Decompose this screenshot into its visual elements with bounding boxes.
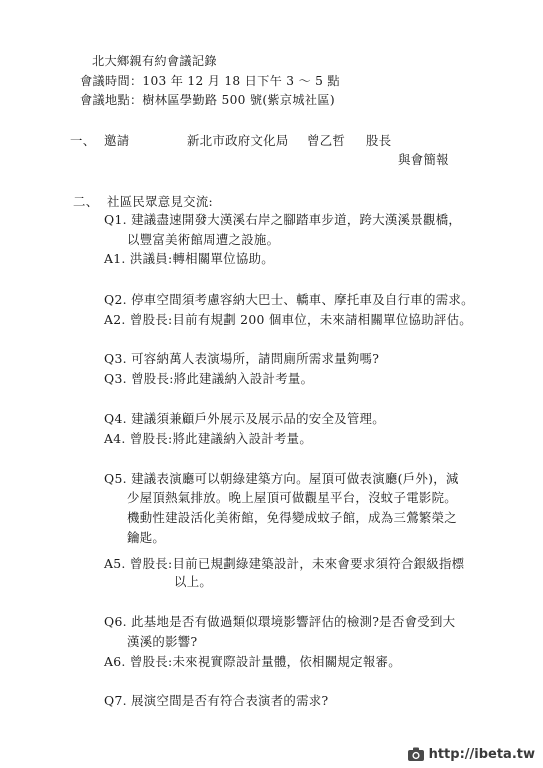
qa-line: Q3. 曾股長:將此建議納入設計考量。 bbox=[104, 371, 314, 386]
invited-org: 新北市政府文化局 bbox=[187, 133, 289, 148]
qa-line: A6. 曾股長:未來視實際設計量體，依相關規定報審。 bbox=[104, 654, 401, 669]
qa-line: 以上。 bbox=[174, 574, 213, 589]
qa-line: Q7. 展演空間是否有符合表演者的需求? bbox=[104, 693, 329, 708]
site-watermark bbox=[407, 746, 535, 762]
watermark-text: http://ibeta.tw bbox=[428, 746, 535, 762]
qa-line: A2. 曾股長:目前有規劃 200 個車位，未來請相關單位協助評估。 bbox=[104, 312, 472, 327]
meeting-time: 會議時間：103 年 12 月 18 日下午 3 ～ 5 點 bbox=[80, 74, 340, 88]
qa-line: A5. 曾股長:目前已規劃綠建築設計，未來會要求須符合銀級指標 bbox=[104, 556, 465, 571]
invited-person: 曾乙哲 bbox=[307, 133, 346, 148]
section2-title: 社區民眾意見交流: bbox=[107, 194, 213, 209]
section2-number: 二、 bbox=[73, 194, 99, 209]
invited-role: 股長 bbox=[366, 133, 392, 148]
qa-line: Q2. 停車空間須考慮容納大巴士、轎車、摩托車及自行車的需求。 bbox=[104, 292, 474, 307]
qa-line: Q1. 建議盡速開發大漢溪右岸之腳踏車步道，跨大漢溪景觀橋， bbox=[104, 212, 462, 227]
section1-note: 與會簡報 bbox=[398, 152, 449, 167]
camera-icon bbox=[407, 746, 425, 762]
qa-line: 少屋頂熱氣排放。晚上屋頂可做觀星平台，沒蚊子電影院。 bbox=[127, 490, 457, 505]
qa-line: 漢溪的影響? bbox=[127, 634, 198, 649]
document-title: 北大鄉親有約會議記錄 bbox=[92, 54, 217, 68]
qa-line: 鑰匙。 bbox=[127, 530, 166, 545]
qa-line: 以豐富美術館周遭之設施。 bbox=[127, 232, 280, 247]
qa-line: Q5. 建議表演廳可以朝綠建築方向。屋頂可做表演廳(戶外)，減 bbox=[104, 471, 459, 486]
qa-line: A1. 洪議員:轉相關單位協助。 bbox=[104, 251, 274, 266]
section1-label: 邀請 bbox=[104, 133, 130, 148]
section1-number: 一、 bbox=[70, 133, 96, 148]
qa-line: A4. 曾股長:將此建議納入設計考量。 bbox=[104, 431, 313, 446]
meeting-place: 會議地點：樹林區學勤路 500 號(紫京城社區) bbox=[80, 93, 335, 107]
qa-line: Q3. 可容納萬人表演場所，請問廁所需求量夠嗎? bbox=[104, 351, 380, 366]
qa-line: Q6. 此基地是否有做過類似環境影響評估的檢測?是否會受到大 bbox=[104, 614, 456, 629]
qa-line: Q4. 建議須兼顧戶外展示及展示品的安全及管理。 bbox=[104, 411, 385, 426]
qa-line: 機動性建設活化美術館，免得變成蚊子館，成為三鶯繁榮之 bbox=[127, 510, 457, 525]
